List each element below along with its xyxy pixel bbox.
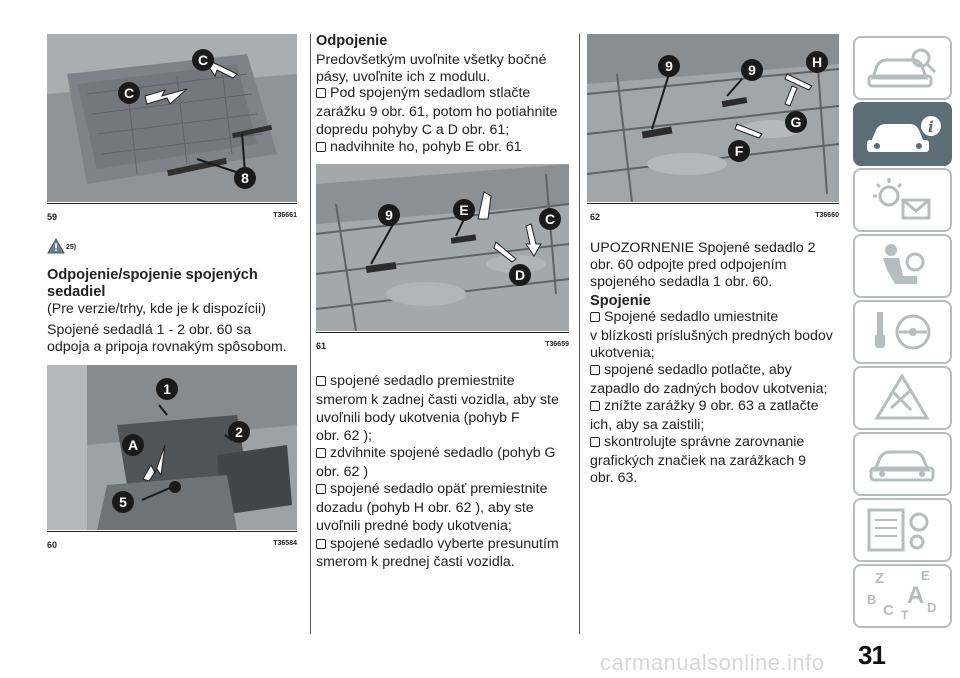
nav-maintenance[interactable] — [853, 432, 952, 496]
nav-car-search[interactable] — [853, 36, 952, 100]
checkbox-bullet-icon — [316, 376, 326, 386]
body-text: Predovšetkým uvoľnite všetky bočné — [316, 52, 547, 68]
body-text: zarážku 9 obr. 61, potom ho potiahnite — [316, 104, 558, 120]
figure-60-callout: 5 — [112, 491, 134, 513]
list-item: Pod spojeným sedadlom stlačte — [316, 85, 530, 103]
checkbox-bullet-icon — [316, 88, 326, 98]
figure-60-callout: 1 — [156, 378, 178, 400]
figure-62-ref: T36660 — [815, 212, 839, 219]
figure-60-number: 60 — [47, 540, 58, 550]
body-text: uvoľnili predné body ukotvenia; — [316, 518, 512, 534]
body-text: (Pre verzie/trhy, kde je k dispozícii) — [47, 301, 266, 317]
figure-62-callout: F — [728, 140, 750, 162]
index-letter: Z — [875, 570, 885, 587]
warning-triangle-tools-icon — [855, 368, 950, 428]
figure-61-number: 61 — [316, 341, 327, 351]
section-heading-disconnect-connect-cont: sedadiel — [47, 284, 106, 300]
column-separator — [310, 34, 311, 634]
checkbox-bullet-icon — [590, 312, 600, 322]
figure-60-callout: A — [122, 434, 144, 456]
body-text: dopredu pohyby C a D obr. 61; — [316, 122, 510, 138]
body-text: zapadlo do zadných bodov ukotvenia; — [590, 381, 828, 397]
body-text: obr. 62 ) — [316, 464, 369, 480]
body-text: dozadu (pohyb H obr. 62 ), aby ste — [316, 500, 534, 516]
body-text: v blízkosti príslušných predných bodov — [590, 328, 833, 344]
list-item: spojené sedadlo premiestnite — [316, 373, 515, 391]
list-item: Spojené sedadlo umiestnite — [590, 309, 778, 327]
checkbox-bullet-icon — [316, 539, 326, 549]
list-item: spojené sedadlo vyberte presunutím — [316, 536, 559, 554]
figure-62-number: 62 — [590, 212, 601, 222]
body-text: grafických značiek na zarážkach 9 — [590, 453, 807, 469]
index-letter: E — [921, 568, 930, 583]
figure-62-callout: 9 — [658, 55, 680, 77]
list-item: nadvihnite ho, pohyb E obr. 61 — [316, 139, 522, 157]
list-item: znížte zarážky 9 obr. 63 a zatlačte — [590, 398, 819, 416]
warning-icon — [47, 238, 65, 254]
body-text: ich, aby sa zaistili; — [590, 417, 705, 433]
nav-technical-data[interactable] — [853, 498, 952, 562]
checkbox-bullet-icon — [590, 401, 600, 411]
nav-warning-lights[interactable] — [853, 168, 952, 232]
list-item: skontrolujte správne zarovnanie — [590, 434, 804, 452]
figure-61-caption-rule — [316, 332, 569, 333]
key-steering-wheel-icon — [855, 302, 950, 362]
figure-61-ref: T36659 — [545, 341, 569, 348]
figure-59-ref: T36661 — [273, 212, 297, 219]
figure-62-callout: 9 — [741, 59, 763, 81]
figure-62-callout: G — [785, 111, 807, 133]
section-heading-connect: Spojenie — [590, 293, 651, 309]
figure-59-callout: C — [192, 49, 214, 71]
body-text: smerom k zadnej časti vozidla, aby ste — [316, 392, 559, 408]
list-item: spojené sedadlo opäť premiestnite — [316, 481, 548, 499]
figure-60-callout: 2 — [228, 421, 250, 443]
figure-59 — [47, 34, 297, 202]
airbag-seat-icon — [855, 236, 950, 296]
figure-59-callout: 8 — [234, 167, 256, 189]
body-text: Spojené sedadlá 1 - 2 obr. 60 sa — [47, 322, 252, 338]
nav-car-info[interactable] — [853, 102, 952, 166]
figure-59-callout: C — [118, 82, 140, 104]
index-letter: C — [883, 602, 894, 619]
figure-61 — [316, 164, 569, 331]
warning-lights-mail-icon — [855, 170, 950, 230]
warning-reference: 25) — [66, 244, 77, 251]
body-text: ukotvenia; — [590, 345, 655, 361]
body-text: obr. 62 ); — [316, 428, 372, 444]
nav-emergency[interactable] — [853, 366, 952, 430]
nav-safety[interactable] — [853, 234, 952, 298]
section-heading-disconnect-connect: Odpojenie/spojenie spojených — [47, 267, 258, 283]
checkbox-bullet-icon — [316, 448, 326, 458]
car-search-icon — [855, 38, 950, 98]
figure-62-caption-rule — [587, 203, 839, 204]
checkbox-bullet-icon — [316, 142, 326, 152]
checkbox-bullet-icon — [590, 437, 600, 447]
watermark: carmanualsonline.info — [600, 650, 825, 675]
figure-59-caption-rule — [47, 203, 297, 204]
checkbox-bullet-icon — [590, 365, 600, 375]
index-letter: D — [927, 600, 937, 615]
note-text: obr. 60 odpojte pred odpojením — [590, 257, 787, 273]
svg-text:i: i — [928, 118, 934, 136]
column-separator — [579, 34, 580, 634]
car-info-icon — [855, 104, 950, 164]
nav-index[interactable] — [853, 564, 952, 628]
list-item: zdvihnite spojené sedadlo (pohyb G — [316, 445, 556, 463]
figure-59-number: 59 — [47, 212, 58, 222]
section-heading-disconnect: Odpojenie — [316, 33, 388, 49]
checkbox-bullet-icon — [316, 484, 326, 494]
index-letter: B — [867, 592, 877, 607]
car-service-icon — [855, 434, 950, 494]
note-text: UPOZORNENIE Spojené sedadlo 2 — [590, 240, 816, 256]
body-text: smerom k prednej časti vozidla. — [316, 554, 515, 570]
body-text: pásy, uvoľnite ich z modulu. — [316, 69, 491, 85]
figure-61-callout: C — [539, 208, 561, 230]
figure-60-caption-rule — [47, 531, 297, 532]
figure-62-callout: H — [806, 51, 828, 73]
body-text: uvoľnili body ukotvenia (pohyb F — [316, 410, 520, 426]
index-letter: T — [901, 608, 909, 622]
body-text: obr. 63. — [590, 470, 638, 486]
nav-starting-driving[interactable] — [853, 300, 952, 364]
figure-61-callout: E — [453, 199, 475, 221]
figure-61-callout: D — [509, 264, 531, 286]
page-number: 31 — [858, 640, 885, 670]
index-letter: A — [907, 582, 925, 609]
figure-60-ref: T36584 — [273, 540, 297, 547]
note-text: spojeného sedadla 1 obr. 60. — [590, 274, 773, 290]
list-item: spojené sedadlo potlačte, aby — [590, 362, 792, 380]
figure-61-callout: 9 — [378, 204, 400, 226]
specs-gear-icon — [855, 500, 950, 560]
body-text: odpoja a pripoja rovnakým spôsobom. — [47, 339, 287, 355]
